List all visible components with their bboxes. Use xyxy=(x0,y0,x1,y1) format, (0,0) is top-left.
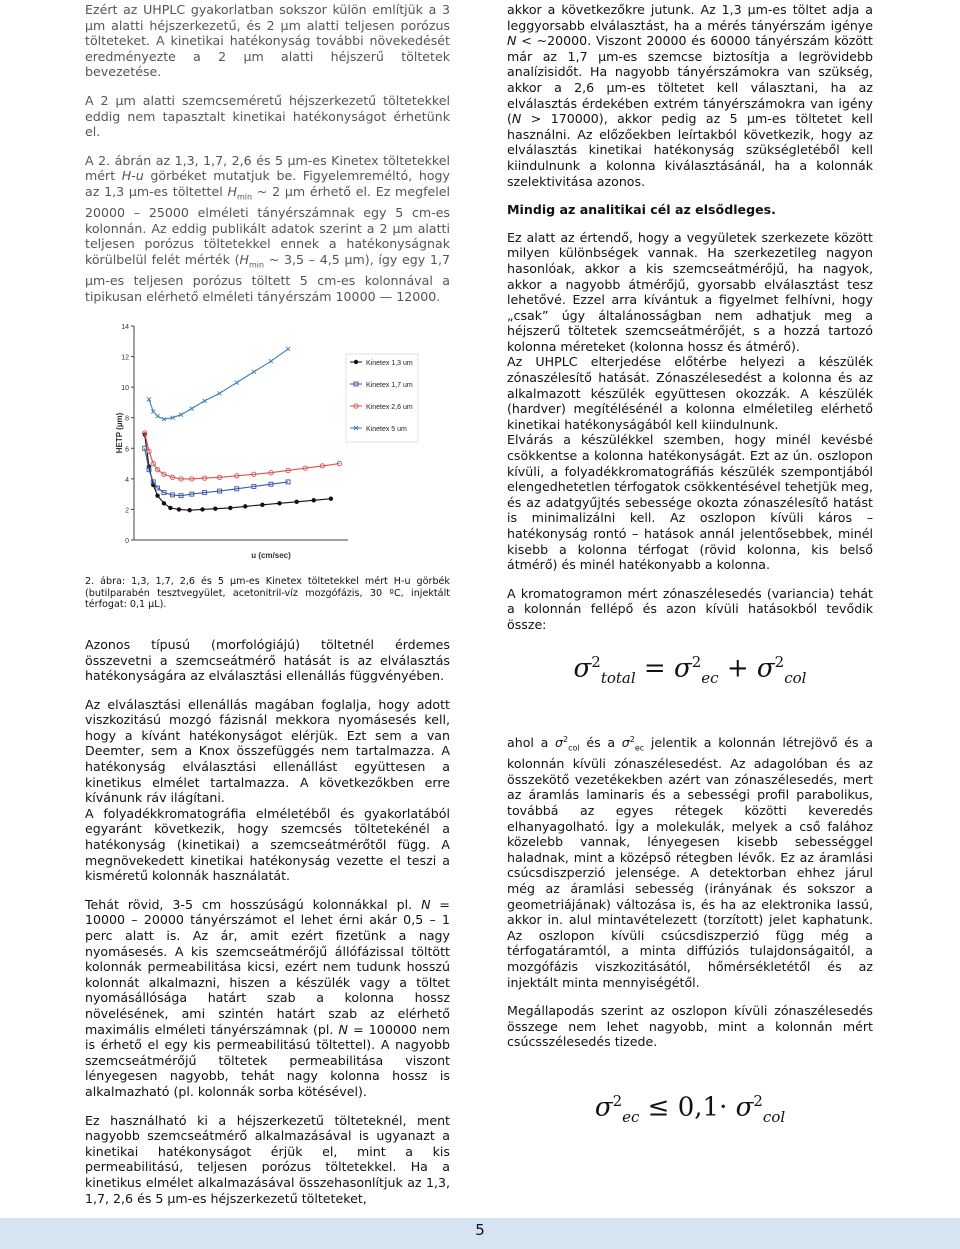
y-tick-label: 6 xyxy=(125,446,129,454)
y-tick-label: 2 xyxy=(125,507,129,515)
chart-svg xyxy=(112,318,452,566)
left-column xyxy=(85,2,450,1219)
paragraph: A 2 µm alatti szemcseméretű héjszerkezetű töltetekkel eddig nem tapasztalt kinetikai hatékonyságot érhetünk el. xyxy=(85,92,450,140)
y-tick-label: 12 xyxy=(121,354,129,362)
text-run: 2 xyxy=(629,735,635,744)
data-point xyxy=(354,360,358,364)
text-run: H xyxy=(227,183,237,199)
formula-symbol: σ xyxy=(735,1092,754,1123)
data-point xyxy=(162,501,166,505)
data-point xyxy=(168,506,172,510)
data-point xyxy=(235,381,239,385)
formula-operator: = xyxy=(635,653,674,684)
data-point xyxy=(286,347,290,351)
extra-column-limit-formula xyxy=(507,1091,873,1126)
figure-caption: 2. ábra: 1,3, 1,7, 2,6 és 5 µm-es Kinetex töltetekkel mért H-u görbék (butilparabén tesztvegyület, acetonitril-víz mozgófázis, 30 ºC, injektált térfogat: 0,1 µL). xyxy=(85,576,450,611)
text-run: min xyxy=(248,260,265,270)
text-run: = 10000 – 20000 tányérszámot el lehet érni akár 0,5 – 1 perc alatt is. Az ár, amit ezért fizetünk a nagy nyomásesés. A kis szemcseátmérőjű állófázissal töltött kolonnák permeabilitása kicsi, ezért nem tudunk hosszú kolonnát alkalmazni, hiszen a készülék vagy a töltet nyomásállósága határt szab a kolonna hossz növelésének, ami szintén határt szab az elérhető maximális elméleti tányérszámnak (pl. xyxy=(85,896,450,1037)
text-run: jelentik a kolonnán létrejövő és a kolonnán kívüli zónaszélesedést. Az adagolóban és az összekötő vezetékekben azért van zónaszélesedés, mert az áramlás laminaris és a sebességi profil parabolikus, továbbá az egyes rétegek közötti keveredés elhanyagolható. Így a molekulák, melyek a cső falához közelebb vannak, lényegesen kisebb sebességgel haladnak, mint a középső rétegben lévők. Ez az áramlási csúcsdiszperzió jelensége. A detektorban ehhez járul még az áramlási sebesség (irányának és sokszor a geometriájának) változása is, és ha az elektronika lassú, akkor in. alul mintavételezett (torzított) jelet kaphatunk. Az oszlopon kívüli csúcsdiszperzió függ még a térfogatáramtól, a minta diffúziós tulajdonságaitól, a mozgófázis viszkozitásától, hőmérsékletétől és az injektált minta mennyiségétől. xyxy=(507,735,873,990)
formula-exponent: 2 xyxy=(774,652,785,671)
text-run: col xyxy=(568,743,580,753)
formula-operator: + xyxy=(718,653,757,684)
text-run: A 2. ábrán az 1,3, 1,7, 2,6 és 5 µm-es Kinetex töltetekkel mért xyxy=(85,152,450,184)
data-point xyxy=(260,503,264,507)
paragraph: Ez alatt az értendő, hogy a vegyületek szerkezete között milyen különbségek vannak. Ha szerkezetileg nagyon hasonlóak, akkor a kis szemcseátmérőjű, ha nagyok, akkor a nagyobb átmérőjű, gyorsabb elválasztást tesz lehetővé. Ezzel arra kívántuk a figyelmet felhívni, hogy „csak” úgy általánosságban nem adhatjuk meg a héjszerű töltetek szemcseátmérőjét, s a hozzá tartozó kolonna méreteket (kolonna hossz és átmérő). xyxy=(507,229,873,354)
text-run: ec xyxy=(634,743,645,753)
formula-subscript: total xyxy=(600,668,636,687)
data-point xyxy=(177,507,181,511)
paragraph: Megállapodás szerint az oszlopon kívüli zónaszélesedés összege nem lehet nagyobb, mint a kolonnán mért csúcsszélesedés tizede. xyxy=(507,1003,873,1050)
formula-subscript: ec xyxy=(622,1107,640,1126)
series-line xyxy=(149,349,288,419)
paragraph: A kromatogramon mért zónaszélesedés (variancia) tehát a kolonnán fellépő és azon kívüli hatásokból tevődik össze: xyxy=(507,585,873,632)
data-point xyxy=(252,370,256,374)
y-tick-label: 4 xyxy=(125,476,129,484)
paragraph: A folyadékkromatográfia elméletéből és gyakorlatából egyaránt következik, hogy szemcsés töltetekénél a hatékonyság (kinetikai) a szemcseátmérőtől függ. A megnövekedett kinetikai hatékonyság vezette el teszi a kisméretű kolonnák használatát. xyxy=(85,805,450,884)
text-run: ~ 2 µm érhető el. Ez megfelel 20000 – 25000 elméleti tányérszámnak egy 5 cm-es kolonnán. Az eddig publikált adatok szerint a 2 µm alatti teljesen porózus töltetekkel ennek a hatékonyságnak körülbelül felét mérték ( xyxy=(85,183,450,267)
data-point xyxy=(218,391,222,395)
page-number: 5 xyxy=(475,1221,485,1239)
data-point xyxy=(277,501,281,505)
formula-symbol: σ xyxy=(756,653,775,684)
series-line xyxy=(145,433,340,479)
series-line xyxy=(145,435,331,511)
legend-label: Kinetex 5 um xyxy=(366,426,407,434)
formula-symbol: σ xyxy=(573,653,592,684)
data-point xyxy=(213,507,217,511)
series-line xyxy=(145,448,288,495)
paragraph xyxy=(507,732,873,990)
section-heading: Mindig az analitikai cél az elsődleges. xyxy=(507,202,776,218)
variance-formula xyxy=(507,652,873,687)
formula-exponent: 2 xyxy=(691,652,702,671)
formula-subscript: col xyxy=(762,1107,786,1126)
y-tick-label: 0 xyxy=(125,538,129,546)
text-run: 2 xyxy=(563,735,569,744)
data-point xyxy=(200,507,204,511)
legend-label: Kinetex 1,7 um xyxy=(366,382,413,390)
data-point xyxy=(187,508,191,512)
formula-symbol: σ xyxy=(674,653,692,684)
paragraph xyxy=(85,153,450,304)
data-point xyxy=(329,497,333,501)
paragraph xyxy=(507,2,873,189)
text-run: = 100000 nem is érhető el egy kis permeabilitású töltettel). A nagyobb szemcseátmérőjű töltetek permeabilitása viszont lényegesen nagyobb, tehát nagy kolonna hossz is alkalmazható (pl. kolonnák sorba kötésével). xyxy=(85,1021,450,1099)
text-run: min xyxy=(236,192,253,202)
y-tick-label: 10 xyxy=(121,385,129,393)
data-point xyxy=(243,504,247,508)
text-run: N xyxy=(511,111,522,127)
data-point xyxy=(203,399,207,403)
paragraph: Elvárás a készülékkel szemben, hogy minél kevésbé csökkentse a kolonna hatékonyságát. Ezt az ún. oszlopon kívüli, a folyadékkromatográfiás készülék szempontjából elengedhetetlen térfogatok csökkentésével tehetjük meg, és az adatgyűjtés sebessége okozta zónaszélesítő hatást is minimalizálni kell. Az oszlopon kívüli káros – hatékonyság rontó – hatások annál jelentősebbek, minél kisebb a kolonna térfogat (rövid kolonna, kis belső átmérő) és minél hatékonyabb a kolonna. xyxy=(507,432,873,573)
text-run: ~ 3,5 – 4,5 µm), így egy 1,7 µm-es teljesen porózus töltett 5 cm-es kolonnával a tipikusan elérhető elméleti tányérszám 10000 — 12000. xyxy=(85,251,450,304)
text-run: N xyxy=(507,33,517,49)
y-axis-label: HETP (µm) xyxy=(115,412,124,454)
paragraph: Az UHPLC elterjedése előtérbe helyezi a készülék zónaszélesítő hatását. Zónaszélesedést a kolonna és az alkalmazott készülék együttesen okozzák. A készülék (hardver) megítélésénél a kolonna elméletileg elérhető kinetikai hatékonyságából kell kiindulnunk. xyxy=(507,354,873,432)
y-tick-label: 14 xyxy=(121,324,129,332)
data-point xyxy=(156,414,160,418)
data-point xyxy=(190,407,194,411)
text-run: H xyxy=(239,251,249,267)
y-tick-label: 8 xyxy=(125,415,129,423)
formula-exponent: 2 xyxy=(591,652,601,671)
formula-subscript: ec xyxy=(701,668,719,687)
paragraph: Az elválasztási ellenállás magában foglalja, hogy adott viszkozitású mozgó fázisnál mekkora nyomásesés kell, hogy a kívánt hatékonyságot elérjük. Ezt sem a van Deemter, sem a Knox összefüggés nem tartalmazza. A hatékonyság elválasztási ellenállást együttesen a kinetikus elmélet tartalmazza. A következőkben erre kívánunk ráv ilágítani. xyxy=(85,696,450,806)
formula-exponent: 2 xyxy=(753,1091,763,1110)
data-point xyxy=(294,500,298,504)
text-run: görbéket mutatjuk be. Figyelemreméltó, hogy az 1,3 µm-es töltettel xyxy=(85,168,450,199)
formula-exponent: 2 xyxy=(612,1091,623,1110)
paragraph: Ezért az UHPLC gyakorlatban sokszor külön említjük a 3 µm alatti héjszerkezetű, és 2 µm alatti teljesen porózus tölteteket. A kinetikai hatékonyság további növekedését eredményezte a 2 µm alatti héjszerű töltetek bevezetése. xyxy=(85,2,450,80)
text-run: σ xyxy=(621,735,630,751)
text-run: és a xyxy=(579,735,622,751)
data-point xyxy=(228,506,232,510)
legend-label: Kinetex 1,3 um xyxy=(366,360,413,368)
text-run: > 170000), akkor pedig az 5 µm-es töltetet kell használni. Az előzőekben leírtakból következik, hogy az elválasztás kinetikai hatékonyság szükségletéből kell kiindulnunk a kolonna kiválasztásánál, ha a kolonnák szelektivitása azonos. xyxy=(507,111,873,189)
x-axis-label: u (cm/sec) xyxy=(251,551,291,561)
text-run: H-u xyxy=(121,168,144,184)
data-point xyxy=(269,359,273,363)
formula-subscript: col xyxy=(784,668,807,687)
text-run: < ~20000. Viszont 20000 és 60000 tányérszám között már az 1,7 µm-es szemcse biztosítja a legrövidebb analízisidőt. Ha nagyobb tányérszámokra van szükség, akkor a 2,6 µm-es töltetet kell választani, ha az elválasztás érdekében extrém tányérszámokra van igény ( xyxy=(507,33,873,127)
data-point xyxy=(312,498,316,502)
paragraph: Ez használható ki a héjszerkezetű tölteteknél, ment nagyobb szemcseátmérő alkalmazásával is ugyanazt a kinetikai hatékonyságot érjük el, mint a kis permeabilitású, teljesen porózus töltetekkel. Ha a kinetikus elmélet alkalmazásával összehasonlítjuk az 1,3, 1,7, 2,6 és 5 µm-es héjszerkezetű tölteteket, xyxy=(85,1112,450,1206)
text-run: akkor a következőkre jutunk. Az 1,3 µm-es töltet adja a leggyorsabb elválasztást, ha a mérés tányérszám igénye xyxy=(507,2,873,33)
paragraph xyxy=(85,897,450,1100)
text-run: N xyxy=(421,896,431,912)
paragraph: Azonos típusú (morfológiájú) töltetnél érdemes összevetni a szemcseátmérő hatását is az elválasztás hatékonyságára az elválasztási ellenállás függvényében. xyxy=(85,636,450,684)
text-run: N xyxy=(338,1021,348,1037)
text-run: ahol a xyxy=(507,735,556,751)
legend-label: Kinetex 2,6 um xyxy=(366,404,413,412)
hetp-chart xyxy=(112,318,452,566)
right-column xyxy=(507,2,873,1125)
text-run: Tehát rövid, 3-5 cm hosszúságú kolonnákkal pl. xyxy=(85,896,422,912)
text-run: σ xyxy=(555,735,564,751)
formula-operator: ≤ 0,1· xyxy=(639,1092,736,1123)
data-point xyxy=(155,494,159,498)
formula-symbol: σ xyxy=(594,1092,613,1123)
